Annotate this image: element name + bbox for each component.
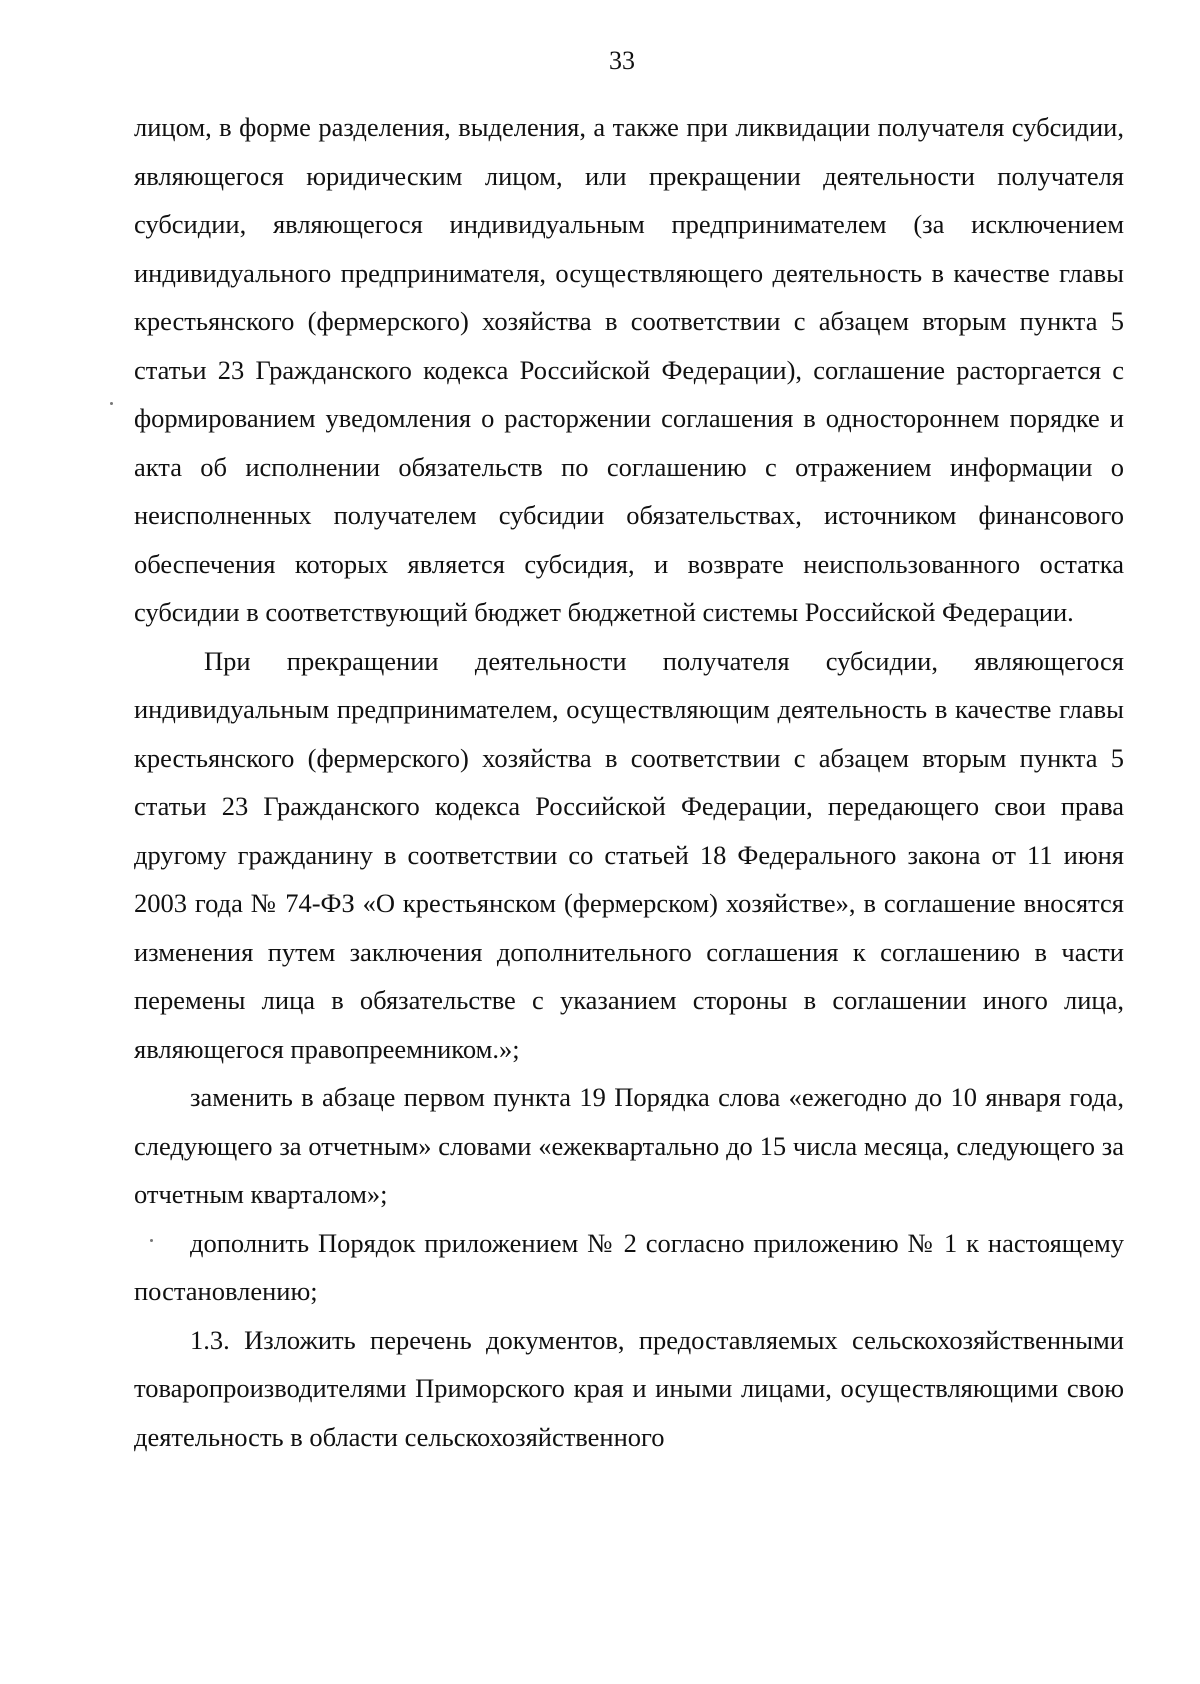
paragraph-farm-succession: При прекращении деятельности получателя субсидии, являющегося индивидуальным предпринимателем, осуществляющим деятельность в качестве главы крестьянского (фермерского) хозяйства в соответствии с абзацем вторым пункта 5 статьи 23 Гражданского кодекса Российской Федерации, передающего свои права другому гражданину в соответствии со статьей 18 Федерального закона от 11 июня 2003 года № 74-ФЗ «О крестьянском (фермерском) хозяйстве», в соглашение вносятся изменения путем заключения дополнительного соглашения к соглашению в части перемены лица в обязательстве с указанием стороны в соглашении иного лица, являющегося правопреемником.»;: [134, 645, 1124, 1064]
paragraph-documents-list: 1.3. Изложить перечень документов, предоставляемых сельскохозяйственными товаропроизводителями Приморского края и иными лицами, осуществляющими свою деятельность в области сельскохозяйственного: [134, 1324, 1124, 1452]
document-body: [134, 103, 1124, 1461]
page-number: 33: [609, 46, 635, 75]
paragraph-add-appendix: дополнить Порядок приложением № 2 согласно приложению № 1 к настоящему постановлению;: [134, 1227, 1124, 1306]
scan-speck: [110, 402, 113, 405]
scan-speck: [150, 1239, 153, 1242]
paragraph-termination-liquidation: лицом, в форме разделения, выделения, а также при ликвидации получателя субсидии, являющегося юридическим лицом, или прекращении деятельности получателя субсидии, являющегося индивидуальным предпринимателем (за исключением индивидуального предпринимателя, осуществляющего деятельность в качестве главы крестьянского (фермерского) хозяйства в соответствии с абзацем вторым пункта 5 статьи 23 Гражданского кодекса Российской Федерации), соглашение расторгается с формированием уведомления о расторжении соглашения в одностороннем порядке и акта об исполнении обязательств по соглашению с отражением информации о неисполненных получателем субсидии обязательствах, источником финансового обеспечения которых является субсидия, и возврате неиспользованного остатка субсидии в соответствующий бюджет бюджетной системы Российской Федерации.: [134, 112, 1124, 627]
paragraph-replace-deadline: заменить в абзаце первом пункта 19 Порядка слова «ежегодно до 10 января года, следующего за отчетным» словами «ежеквартально до 15 числа месяца, следующего за отчетным кварталом»;: [134, 1082, 1124, 1209]
